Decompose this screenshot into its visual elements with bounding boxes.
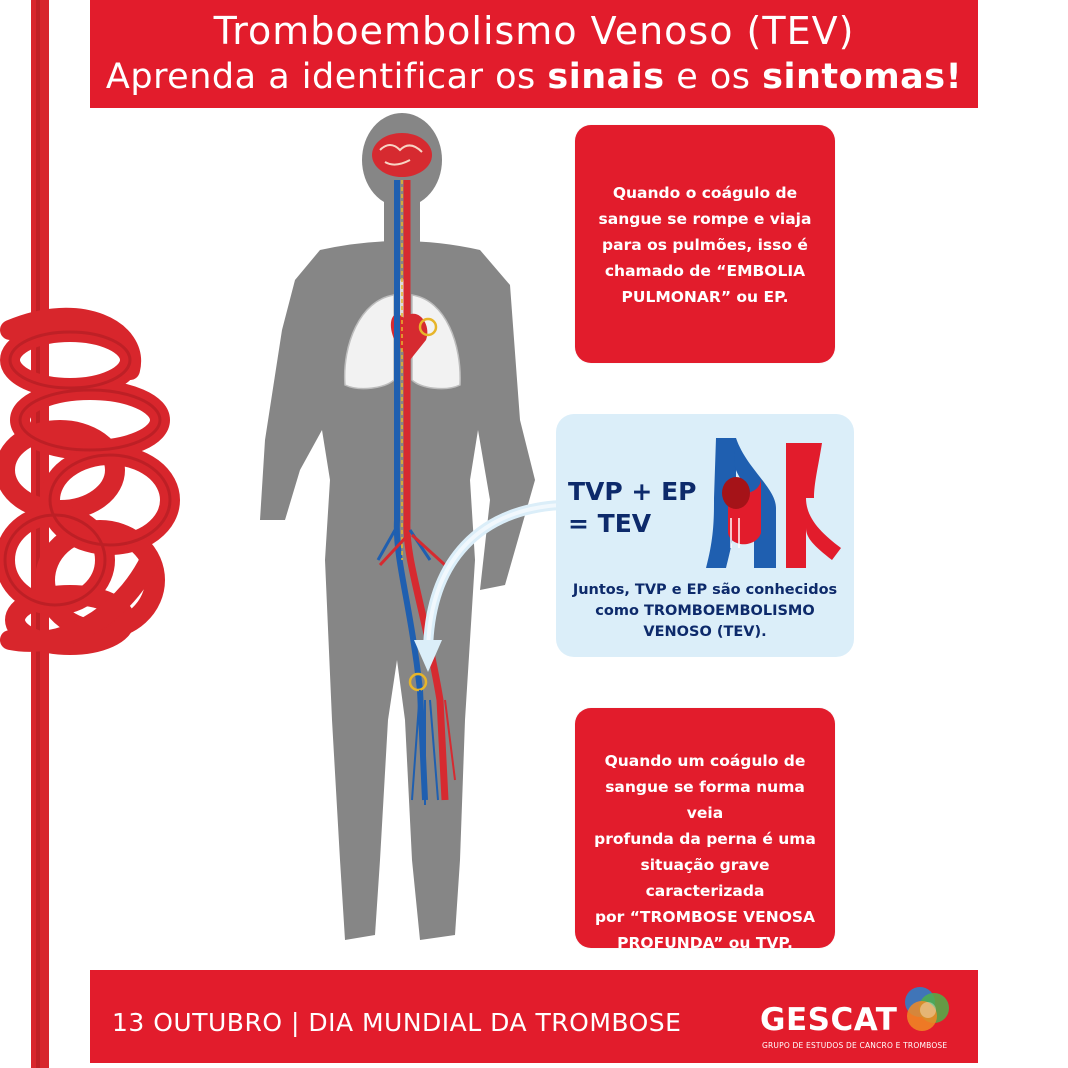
subtitle-mid: e os [664,57,763,97]
tev-equation-line2: = TEV [568,509,652,538]
subtitle-bold-sinais: sinais [547,57,665,97]
card-line: PROFUNDA” ou TVP. [617,934,793,952]
title: Tromboembolismo Venoso (TEV) [213,9,855,53]
card-line: por “TROMBOSE VENOSA [594,908,816,926]
tev-card [556,414,854,657]
brain-icon [372,133,432,177]
card-line: como TROMBOEMBOLISMO [595,603,815,619]
trombose-venosa-card [575,708,835,952]
subtitle-bold-sintomas: sintomas! [762,57,963,97]
card-line: PULMONAR” ou EP. [621,288,789,306]
gescat-logo-text: GESCAT [760,1002,898,1038]
tev-description [556,580,854,643]
embolia-pulmonar-card [575,125,835,363]
gescat-logo-icon [898,980,958,1040]
tev-equation [568,476,696,540]
card-line: Quando um coágulo de [604,752,806,770]
gescat-logo-subtitle: GRUPO DE ESTUDOS DE CANCRO E TROMBOSE [762,1041,948,1050]
footer-banner [90,970,978,1063]
card-line: Quando o coágulo de [612,184,798,202]
card-line: VENOSO (TEV). [643,624,767,640]
card-line: sangue se rompe e viaja [598,210,812,228]
subtitle-text: Aprenda a identificar os [105,57,548,97]
card-line: chamado de “EMBOLIA [604,262,806,280]
card-line: profunda da perna é uma [594,830,816,848]
card-line: sangue se forma numa veia [605,778,805,822]
card-line: situação grave caracterizada [640,856,770,900]
card-line: para os pulmões, isso é [602,236,808,254]
card-line: Juntos, TVP e EP são conhecidos [572,582,838,598]
tev-equation-line1: TVP + EP [568,477,697,506]
vein-diagram-icon [706,438,846,568]
footer-date: 13 OUTUBRO | DIA MUNDIAL DA TROMBOSE [112,1008,682,1037]
